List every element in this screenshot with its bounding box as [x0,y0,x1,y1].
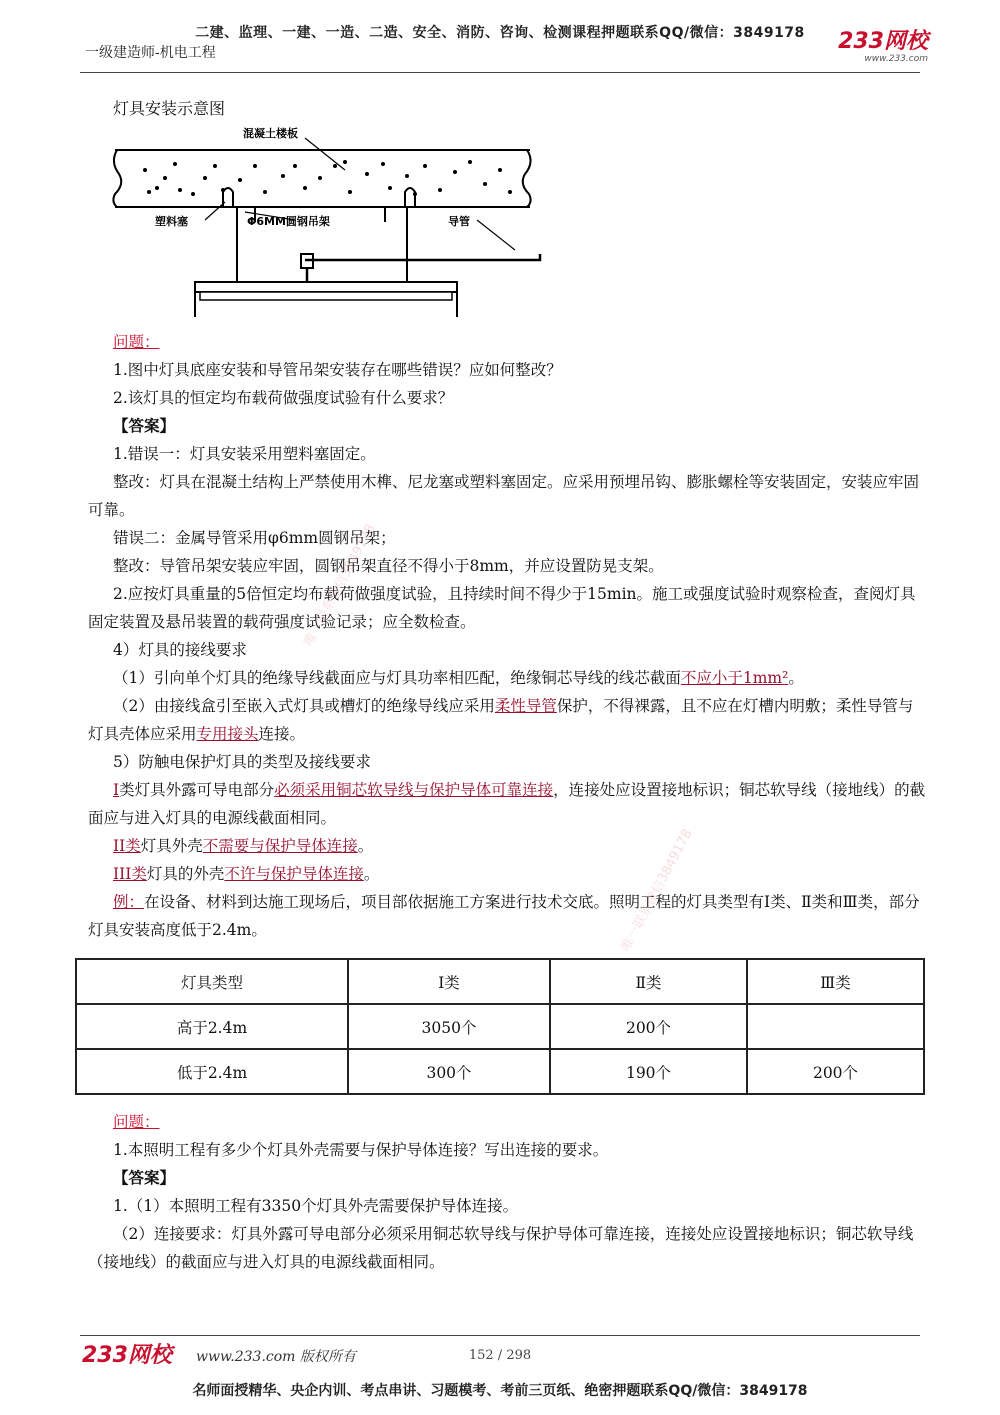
table-cell: 300个 [348,1049,550,1094]
highlight-text: 不许与保护导体连接 [224,865,364,883]
class-2-paragraph [88,832,928,860]
question-block-1 [88,328,928,944]
table-header-cell: Ⅲ类 [747,959,924,1004]
plastic-plugs [223,188,415,207]
table-cell: 3050个 [348,1004,550,1049]
table-cell: 190个 [550,1049,747,1094]
text-run: 灯具的外壳 [146,865,225,883]
answer-line: （2）连接要求：灯具外露可导电部分必须采用铜芯软导线与保护导体可靠连接，连接处应设置接地标识；铜芯软导线（接地线）的截面应与进入灯具的电源线截面相同。 [88,1225,914,1271]
answer-line: 错误二：金属导管采用φ6mm圆钢吊架； [113,529,396,547]
wiring-paragraph-2 [88,692,928,748]
label-plastic-plug: 塑料塞 [155,215,188,228]
highlight-text: 例： [113,893,145,911]
table-row [76,1004,924,1049]
text-run: 保护，不得裸露，且不应在灯槽内明敷；柔性导管与灯具壳体应采用 [88,697,914,743]
footer-logo: 233网校 [82,1343,172,1368]
table-row [76,1049,924,1094]
class-3-paragraph [88,860,928,888]
highlight-text: I [113,781,120,799]
table-header-cell: 灯具类型 [76,959,348,1004]
question-line: 1.图中灯具底座安装和导管吊架安装存在哪些错误？应如何整改？ [113,361,562,379]
footer-rule [80,1335,920,1336]
text-run: 。 [363,865,380,883]
highlight-text: 专用接头 [196,725,259,743]
label-steel-hanger: Φ6MM圆钢吊架 [247,215,330,228]
question-label: 问题： [113,333,160,351]
footer-bottom-banner: 名师面授精华、央企内训、考点串讲、习题模考、考前三页纸、绝密押题联系QQ/微信：3849178 [192,1383,808,1399]
protection-heading: 5）防触电保护灯具的类型及接线要求 [113,753,371,771]
highlight-text: III类 [113,865,147,883]
header-subtitle: 一级建造师-机电工程 [85,45,216,61]
text-run: 类灯具外露可导电部分 [119,781,275,799]
watermark-text: 唯一联系微信3849178 [301,521,379,649]
highlight-text: 不应小于1mm² [680,669,789,687]
label-concrete-slab: 混凝土楼板 [243,127,298,140]
text-run: 灯具外壳 [140,837,203,855]
text-run: 在设备、材料到达施工现场后，项目部依据施工方案进行技术交底。照明工程的灯具类型有Ⅰ类、Ⅱ类和Ⅲ类，部分灯具安装高度低于2.4m。 [88,893,920,939]
lamp-type-table [75,958,925,1095]
answer-label: 【答案】 [113,1168,176,1187]
table-cell [747,1004,924,1049]
text-run: 。 [357,837,374,855]
table-cell: 高于2.4m [76,1004,348,1049]
text-run: 。 [788,669,804,687]
table-header-row [76,959,924,1004]
figure-caption: 灯具安装示意图 [113,99,226,118]
conduit-pipe [301,254,540,282]
wiring-paragraph-1 [88,664,928,692]
text-run: （1）引向单个灯具的绝缘导线截面应与灯具功率相匹配，绝缘铜芯导线的线芯截面 [113,669,681,687]
table-header-cell: Ⅰ类 [348,959,550,1004]
label-conduit: 导管 [448,215,470,228]
table-cell: 200个 [550,1004,747,1049]
table-header-cell: Ⅱ类 [550,959,747,1004]
answer-line: 2.应按灯具重量的5倍恒定均布载荷做强度试验，且持续时间不得少于15min。施工或强度试验时观察检查，查阅灯具固定装置及悬吊装置的载荷强度试验记录；应全数检查。 [88,585,916,631]
footer-copyright: www.233.com 版权所有 [196,1349,356,1365]
highlight-text: 必须采用铜芯软导线与保护导体可靠连接 [274,781,554,799]
example-paragraph [88,888,928,944]
answer-line: 1.（1）本照明工程有3350个灯具外壳需要保护导体连接。 [113,1197,519,1215]
highlight-text: 不需要与保护导体连接 [202,837,358,855]
page-number: 152 / 298 [468,1348,532,1363]
question-line: 1.本照明工程有多少个灯具外壳需要与保护导体连接？写出连接的要求。 [113,1141,609,1159]
text-run: ，连接处应设置接地标识；铜芯软导线（接地线）的截面应与进入灯具的电源线截面相同。 [88,781,926,827]
answer-line: 整改：灯具在混凝土结构上严禁使用木榫、尼龙塞或塑料塞固定。应采用预埋吊钩、膨胀螺栓等安装固定，安装应牢固可靠。 [88,473,920,519]
answer-line: 整改：导管吊架安装应牢固，圆钢吊架直径不得小于8mm，并应设置防晃支架。 [113,557,664,575]
answer-line: 1.错误一：灯具安装采用塑料塞固定。 [113,445,376,463]
header-top-banner: 二建、监理、一建、一造、二造、安全、消防、咨询、检测课程押题联系QQ/微信：3849178 [195,25,805,41]
leader-lines [205,138,515,250]
header-logo [818,30,928,64]
lamp-fixture [195,282,457,317]
highlight-text: 柔性导管 [494,697,557,715]
text-run: （2）由接线盒引至嵌入式灯具或槽灯的绝缘导线应采用 [113,697,495,715]
header-logo-url: www.233.com [864,54,928,64]
table-cell: 低于2.4m [76,1049,348,1094]
question-label: 问题： [113,1113,160,1131]
class-1-paragraph [88,776,928,832]
answer-label: 【答案】 [113,416,176,435]
watermark-text: 唯一联系微信3849178 [618,826,696,954]
header-rule [80,72,920,73]
concrete-slab [113,150,530,207]
lamp-installation-diagram [105,122,555,322]
text-run: 连接。 [258,725,306,743]
question-block-2 [88,1108,928,1276]
wiring-heading: 4）灯具的接线要求 [113,641,247,659]
highlight-text: II类 [113,837,141,855]
header-logo-text: 233网校 [838,29,928,54]
question-line: 2.该灯具的恒定均布载荷做强度试验有什么要求？ [113,389,454,407]
table-cell: 200个 [747,1049,924,1094]
